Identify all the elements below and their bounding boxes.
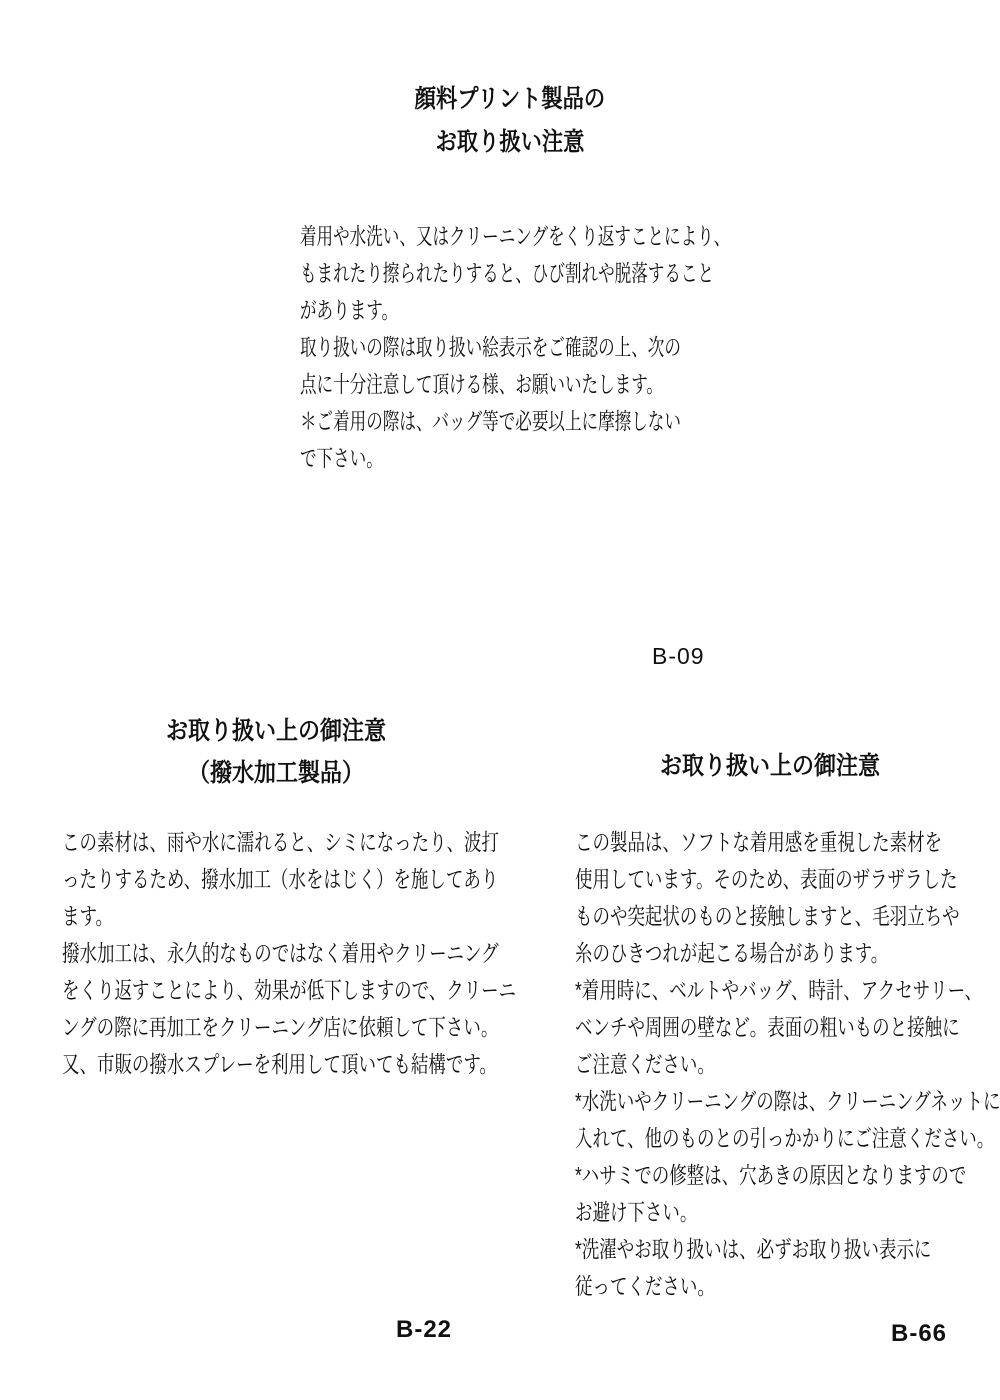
page-code: B-09 — [652, 643, 705, 669]
text-line: があります。 — [300, 297, 399, 323]
text-line: もまれたり擦られたりすると、ひび割れや脱落すること — [300, 260, 714, 286]
text-line: お取り扱い上の御注意 — [165, 717, 386, 745]
text-line: お取り扱い注意 — [435, 128, 585, 156]
text-line: この素材は、雨や水に濡れると、シミになったり、波打 — [62, 829, 499, 855]
text-line: ＊ご着用の際は、バッグ等で必要以上に摩擦しない — [300, 408, 681, 434]
text-line: （撥水加工製品） — [187, 759, 364, 787]
section-body — [300, 218, 730, 477]
text-line: ものや突起状のものと接触しますと、毛羽立ちや — [575, 903, 960, 929]
text-line: 点に十分注意して頂ける様、お願いいたします。 — [300, 371, 664, 397]
page-code: B-66 — [891, 1320, 948, 1347]
text-line: で下さい。 — [300, 445, 383, 471]
page-code: B-22 — [396, 1316, 453, 1343]
text-line: お取り扱い上の御注意 — [659, 752, 880, 780]
text-line: 入れて、他のものとの引っかかりにご注意ください。 — [575, 1125, 995, 1151]
section-title — [85, 78, 935, 164]
text-line: ます。 — [62, 903, 114, 929]
section-title — [100, 710, 452, 794]
section-body — [575, 824, 1000, 1305]
text-line: この製品は、ソフトな着用感を重視した素材を — [575, 829, 943, 855]
text-line: 撥水加工は、永久的なものではなく着用やクリーニング — [62, 940, 499, 966]
text-line: お避け下さい。 — [575, 1199, 698, 1225]
text-line: 使用しています。そのため、表面のザラザラした — [575, 866, 958, 892]
text-line: *水洗いやクリーニングの際は、クリーニングネットに — [575, 1088, 1000, 1114]
text-line: *洗濯やお取り扱いは、必ずお取り扱い表示に — [575, 1236, 932, 1262]
text-line: 従ってください。 — [575, 1273, 715, 1299]
section-body — [62, 824, 516, 1083]
text-line: をくり返すことにより、効果が低下しますので、クリーニ — [62, 977, 517, 1003]
text-line: ったりするため、撥水加工（水をはじく）を施してあり — [62, 866, 499, 892]
text-line: ベンチや周囲の壁など。表面の粗いものと接触に — [575, 1014, 960, 1040]
text-line: 取り扱いの際は取り扱い絵表示をご確認の上、次の — [300, 334, 681, 360]
text-line: ご注意ください。 — [575, 1051, 715, 1077]
text-line: 着用や水洗い、又はクリーニングをくり返すことにより、 — [300, 223, 731, 249]
text-line: *ハサミでの修整は、穴あきの原因となりますので — [575, 1162, 967, 1188]
text-line: 顔料プリント製品の — [414, 85, 606, 113]
text-line: 又、市販の撥水スプレーを利用して頂いても結構です。 — [62, 1051, 497, 1077]
section-title — [594, 745, 946, 787]
text-line: *着用時に、ベルトやバッグ、時計、アクセサリー、 — [575, 977, 982, 1003]
text-line: ングの際に再加工をクリーニング店に依頼して下さい。 — [62, 1014, 499, 1040]
text-line: 糸のひきつれが起こる場合があります。 — [575, 940, 889, 966]
